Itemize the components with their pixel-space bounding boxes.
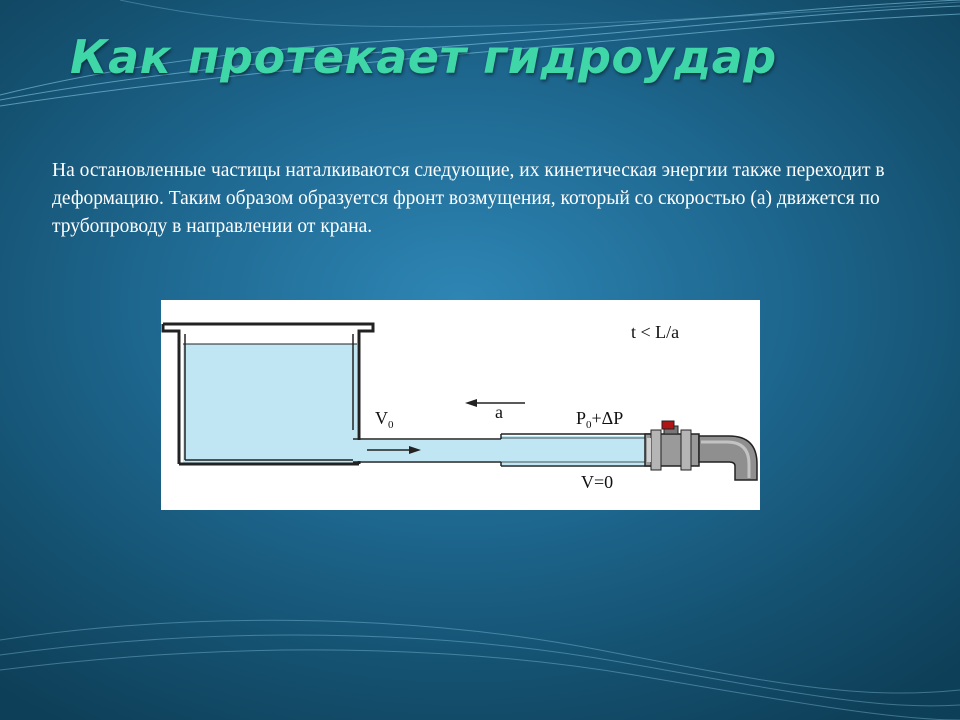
water-hammer-diagram xyxy=(161,300,760,510)
condition-label: t < L/a xyxy=(631,322,680,342)
stopped-velocity-label: V=0 xyxy=(581,472,614,492)
velocity-label: $V_0$ xyxy=(375,408,394,431)
slide-body-text: На остановленные частицы наталкиваются следующие, их кинетическая энергии также переходит в деформацию. Таким образом образуется фронт возмущения, который со скоростью (а) движется по трубопроводу в направлении от крана. xyxy=(52,160,885,237)
elbow-pipe-icon xyxy=(699,436,757,480)
valve-icon xyxy=(645,421,699,470)
wave-speed-label: a xyxy=(495,402,503,422)
slide-title: Как протекает гидроудар xyxy=(70,30,777,84)
pressure-label: $P_0+\Delta P$ xyxy=(576,408,624,431)
tank-icon xyxy=(163,324,373,464)
